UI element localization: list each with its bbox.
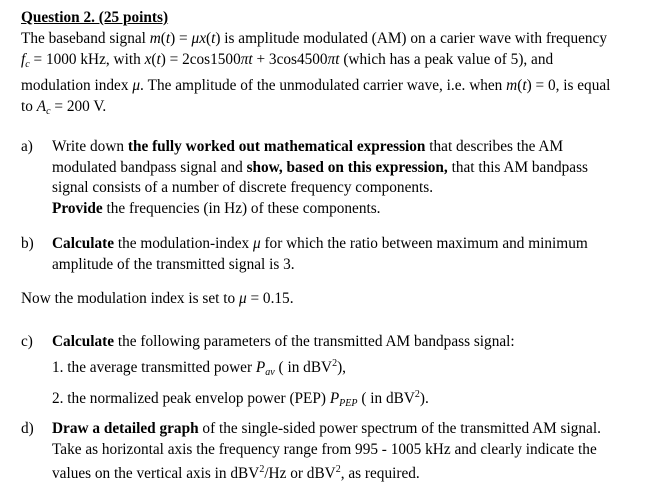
part-a-line-2-pre: modulated bandpass signal and [52,158,247,176]
part-a-line-4-bold: Provide [52,199,103,217]
part-a-line-1 [52,137,652,158]
part-a-line-3: signal consists of a number of discrete frequency components. [52,179,434,196]
part-c-item-2: 2. the normalized peak envelop power (PEP) $P_{PEP}$ ( in dBV$^2$). [52,388,429,409]
question-title-row [21,7,651,28]
part-d-line-2: Take as horizontal axis the frequency range from 995 - 1005 kHz and clearly indicate the [52,440,597,458]
part-d-line-1-bold: Draw a detailed graph [52,420,199,437]
part-a-line-2-post: that this AM bandpass [447,158,588,176]
part-a-line-4 [52,199,652,220]
part-a-line-4-post: the frequencies (in Hz) of these components. [102,199,381,217]
part-d-label: d) [21,420,34,437]
question-intro [21,28,651,122]
part-a-label: a) [21,138,33,155]
part-a-line-2 [52,158,652,179]
intro-line-2: $f_c = 1000$ kHz, with x(t) = 2cos1500πt + 3cos4500πt (which has a peak value of 5), and [21,51,554,70]
part-d-body [52,419,652,485]
part-c-label: c) [21,333,33,350]
part-b-label: b) [21,235,34,252]
modulation-index-statement: Now the modulation index is set to μ = 0.15. [21,290,294,307]
part-d-line-3: values on the vertical axis in dBV$^2$/Hz or dBV$^2$, as required. [52,464,420,482]
part-d-line-1-post: of the single-sided power spectrum of the transmitted AM signal. [198,420,601,437]
intro-line-1: The baseband signal m(t) = μx(t) is amplitude modulated (AM) on a carier wave with frequency [21,30,607,47]
intro-line-3: modulation index μ. The amplitude of the unmodulated carrier wave, i.e. when m(t) = 0, is equal [21,77,611,94]
intro-line-4: to $A_c = 200$ V. [21,98,107,117]
part-c-line-1-bold: Calculate [52,333,115,350]
part-a-line-1-post: that describes the AM [425,138,564,155]
question-document [21,7,651,482]
part-b-line-1-bold: Calculate [52,235,115,252]
part-d-line-1 [52,419,652,440]
part-c-line-1 [52,332,652,353]
part-a-line-1-bold: the fully worked out mathematical expression [127,138,426,155]
part-a-line-1-pre: Write down [52,138,128,155]
part-b-line-1: Calculate the modulation-index μ for which the ratio between maximum and minimum [52,235,588,252]
part-c-body [52,332,652,415]
question-title: Question 2. (25 points) [21,9,169,26]
part-c-item-1: 1. the average transmitted power $P_{av}$ ( in dBV$^2$), [52,357,346,378]
part-b-body [52,234,652,275]
part-b-line-2: amplitude of the transmitted signal is 3. [52,255,295,273]
part-c-line-1-post: the following parameters of the transmitted AM bandpass signal: [114,333,515,350]
part-a-line-2-bold: show, based on this expression, [246,158,448,176]
part-a-body [52,137,652,219]
